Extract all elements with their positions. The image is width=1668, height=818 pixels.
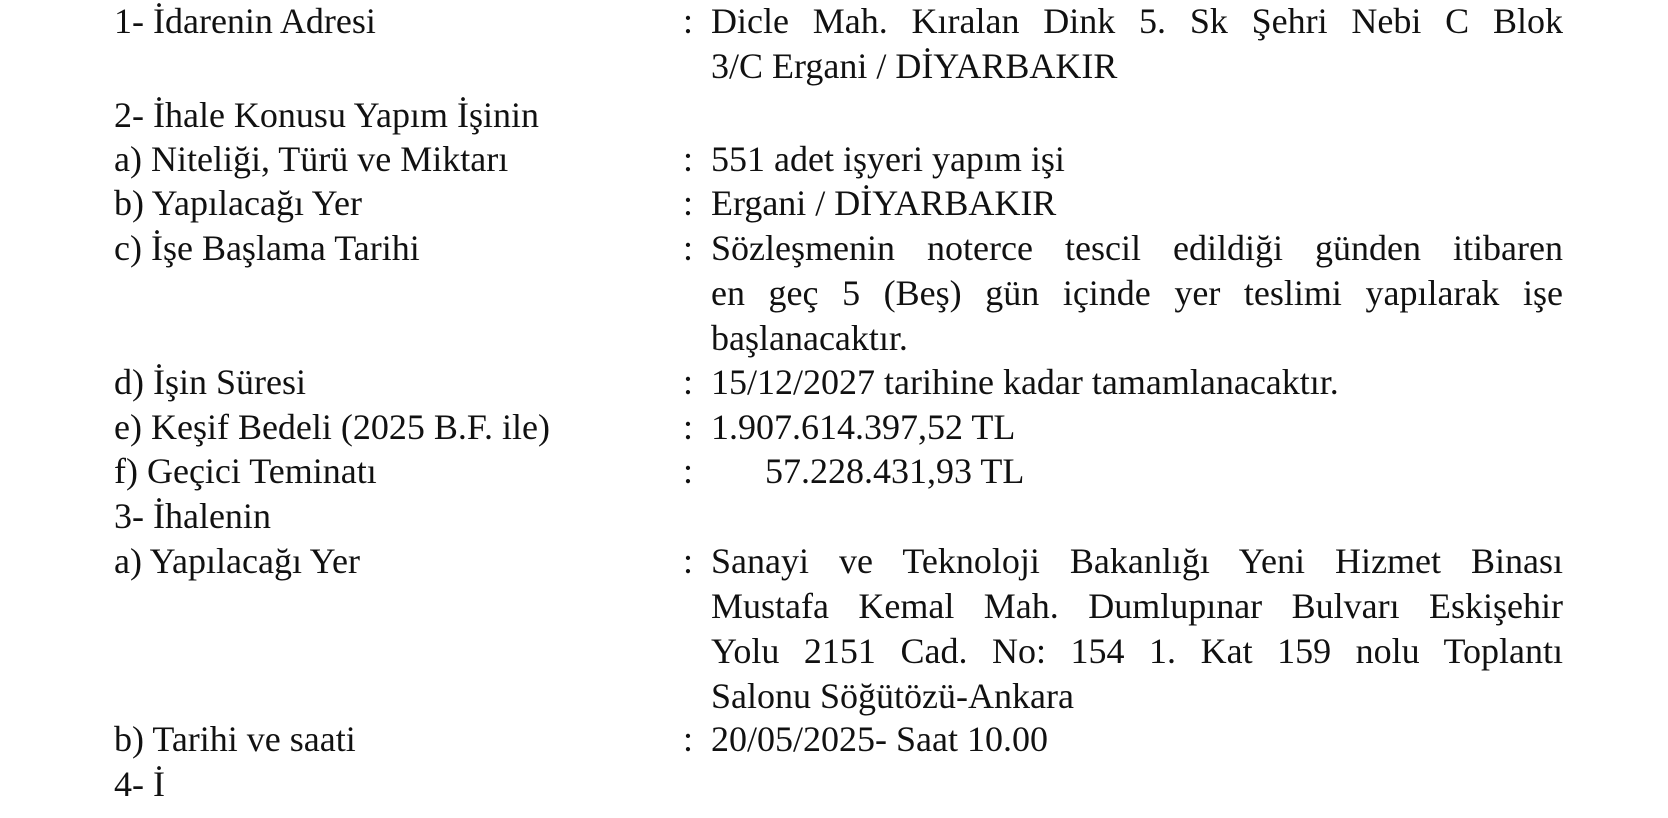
value-line: 3/C Ergani / DİYARBAKIR	[711, 46, 1118, 86]
value-line: 15/12/2027 tarihine kadar tamamlanacaktır.	[711, 362, 1339, 402]
value-line: 20/05/2025- Saat 10.00	[711, 719, 1048, 759]
label-gecici-teminat: f) Geçici Teminatı	[114, 451, 377, 491]
label-cut-off-next-section: 4- İ	[114, 764, 165, 804]
value-line: Ergani / DİYARBAKIR	[711, 183, 1057, 223]
value-line: en geç 5 (Beş) gün içinde yer teslimi yapılarak işe	[711, 273, 1563, 313]
row-ihale-yeri	[0, 539, 1563, 719]
value-line: Sanayi ve Teknoloji Bakanlığı Yeni Hizmet Binası	[711, 541, 1563, 581]
row-cut-off-next-section	[0, 762, 683, 807]
value-line: 551 adet işyeri yapım işi	[711, 139, 1065, 179]
colon-separator: :	[683, 139, 694, 179]
value-gecici-teminat	[711, 449, 1563, 494]
value-line: Dicle Mah. Kıralan Dink 5. Sk Şehri Nebi C Blok	[711, 1, 1563, 41]
value-yapilacagi-yer	[711, 181, 1563, 226]
value-line: Salonu Söğütözü-Ankara	[711, 676, 1074, 716]
colon-separator: :	[683, 362, 694, 402]
row-isin-suresi	[0, 360, 1563, 405]
row-idare-adresi	[0, 0, 1563, 89]
colon-separator: :	[683, 451, 694, 491]
label-niteligi: a) Niteliği, Türü ve Miktarı	[114, 139, 509, 179]
value-tarih-saat	[711, 717, 1563, 762]
label-yapilacagi-yer: b) Yapılacağı Yer	[114, 183, 362, 223]
value-idare-adresi	[711, 0, 1563, 89]
label-ihalenin-heading: 3- İhalenin	[114, 496, 271, 536]
row-yapilacagi-yer	[0, 181, 1563, 226]
value-isin-suresi	[711, 360, 1563, 405]
label-isin-suresi: d) İşin Süresi	[114, 362, 306, 402]
row-tarih-saat	[0, 717, 1563, 762]
colon-separator: :	[683, 541, 694, 581]
colon-separator: :	[683, 719, 694, 759]
row-gecici-teminat	[0, 449, 1563, 494]
label-kesif-bedeli: e) Keşif Bedeli (2025 B.F. ile)	[114, 407, 551, 447]
row-niteligi	[0, 137, 1563, 182]
colon-separator: :	[683, 1, 694, 41]
value-line: Yolu 2151 Cad. No: 154 1. Kat 159 nolu Toplantı	[711, 631, 1563, 671]
row-ihale-konusu-heading	[0, 93, 683, 138]
value-line: başlanacaktır.	[711, 318, 908, 358]
row-kesif-bedeli	[0, 405, 1563, 450]
value-line: Mustafa Kemal Mah. Dumlupınar Bulvarı Eskişehir	[711, 586, 1563, 626]
colon-separator: :	[683, 228, 694, 268]
colon-separator: :	[683, 183, 694, 223]
row-ihalenin-heading	[0, 494, 683, 539]
value-ihale-yeri	[711, 539, 1563, 719]
label-ihale-konusu-heading: 2- İhale Konusu Yapım İşinin	[114, 95, 539, 135]
value-niteligi	[711, 137, 1563, 182]
label-idare-adresi: 1- İdarenin Adresi	[114, 1, 376, 41]
value-kesif-bedeli	[711, 405, 1563, 450]
label-ise-baslama: c) İşe Başlama Tarihi	[114, 228, 420, 268]
value-line: 1.907.614.397,52 TL	[711, 407, 1016, 447]
row-ise-baslama	[0, 226, 1563, 361]
label-tarih-saat: b) Tarihi ve saati	[114, 719, 356, 759]
label-ihale-yeri: a) Yapılacağı Yer	[114, 541, 360, 581]
colon-separator: :	[683, 407, 694, 447]
value-line: 57.228.431,93 TL	[765, 451, 1025, 491]
value-ise-baslama	[711, 226, 1563, 361]
value-line: Sözleşmenin noterce tescil edildiği günden itibaren	[711, 228, 1563, 268]
